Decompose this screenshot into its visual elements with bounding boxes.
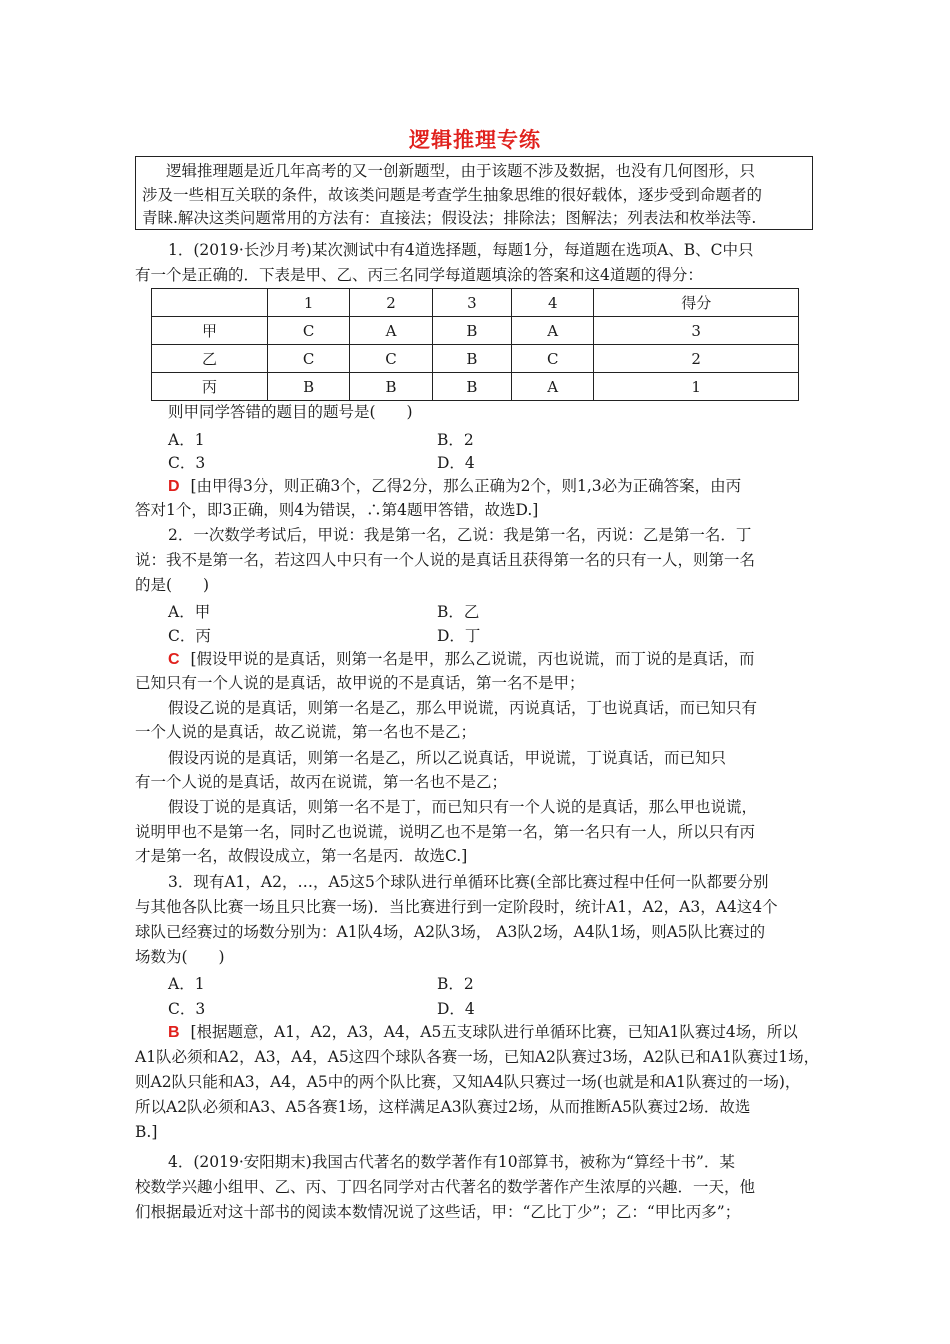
table-cell: 2 <box>594 345 799 373</box>
q2-solution-line: 有一个人说的是真话，故丙在说谎，第一名也不是乙； <box>135 773 508 791</box>
table-cell <box>152 289 268 317</box>
q2-answer: C <box>168 651 180 668</box>
q2-solution-line: 才是第一名，故假设成立，第一名是丙．故选C.] <box>135 847 468 865</box>
table-cell: 丙 <box>152 373 268 401</box>
table-header-row <box>152 289 799 317</box>
q3-solution-line: 则A2队只能和A3，A4，A5中的两个队比赛，又知A4队只赛过一场(也就是和A1队赛过的一场)， <box>135 1073 801 1091</box>
q2-solution-line: 假设乙说的是真话，则第一名是乙，那么甲说谎，丙说真话，丁也说真话，而已知只有 <box>168 699 758 717</box>
q3-stem-line: 球队已经赛过的场数分别为：A1队4场，A2队3场， A3队2场，A4队1场，则A5队比赛过的 <box>135 923 766 941</box>
table-row <box>152 373 799 401</box>
table-cell: B <box>432 345 511 373</box>
q2-solution-line: 一个人说的是真话，故乙说谎，第一名也不是乙； <box>135 723 477 741</box>
q2-option-c: C．丙 <box>168 627 211 645</box>
page-title: 逻辑推理专练 <box>409 128 541 152</box>
table-cell: 得分 <box>594 289 799 317</box>
q1-answer: D <box>168 478 180 495</box>
intro-line: 涉及一些相互关联的条件，故该类问题是考查学生抽象思维的很好载体，逐步受到命题者的 <box>142 185 763 204</box>
table-cell: 甲 <box>152 317 268 345</box>
table-cell: A <box>512 317 594 345</box>
table-cell: 4 <box>512 289 594 317</box>
table-cell: B <box>432 317 511 345</box>
table-cell: B <box>432 373 511 401</box>
table-cell: A <box>512 373 594 401</box>
q3-option-d: D．4 <box>437 1000 475 1018</box>
table-cell: B <box>268 373 350 401</box>
q4-stem-line: 校数学兴趣小组甲、乙、丙、丁四名同学对古代著名的数学著作产生浓厚的兴趣．一天，他 <box>135 1178 756 1196</box>
table-cell: 1 <box>594 373 799 401</box>
table-cell: 1 <box>268 289 350 317</box>
table-cell: 3 <box>594 317 799 345</box>
q4-stem-line: 4．(2019·安阳期末)我国古代著名的数学著作有10部算书，被称为“算经十书”．某 <box>168 1153 735 1171</box>
table-cell: A <box>350 317 432 345</box>
q1-option-a: A．1 <box>168 431 205 449</box>
q1-solution-line: [由甲得3分，则正确3个，乙得2分，那么正确为2个，则1,3必为正确答案，由丙 <box>190 477 742 495</box>
q2-stem-line: 2．一次数学考试后，甲说：我是第一名，乙说：我是第一名，丙说：乙是第一名．丁 <box>168 526 752 544</box>
q3-option-a: A．1 <box>168 975 205 993</box>
q1-solution-line: 答对1个，即3正确，则4为错误，∴第4题甲答错，故选D.] <box>135 501 539 519</box>
q1-stem-line: 有一个是正确的．下表是甲、乙、丙三名同学每道题填涂的答案和这4道题的得分： <box>135 266 703 284</box>
q2-solution-line: 说明甲也不是第一名，同时乙也说谎，说明乙也不是第一名，第一名只有一人，所以只有丙 <box>135 823 756 841</box>
q2-solution-line: 假设丁说的是真话，则第一名不是丁，而已知只有一个人说的是真话，那么甲也说谎， <box>168 798 758 816</box>
table-cell: C <box>268 317 350 345</box>
q4-stem-line: 们根据最近对这十部书的阅读本数情况说了这些话，甲：“乙比丁少”；乙：“甲比丙多”； <box>135 1203 741 1221</box>
q2-option-b: B．乙 <box>437 603 480 621</box>
q1-stem-line: 1．(2019·长沙月考)某次测试中有4道选择题，每题1分，每道题在选项A、B、C中只 <box>168 241 754 259</box>
intro-box <box>135 156 813 230</box>
score-table <box>151 288 799 401</box>
intro-line: 逻辑推理题是近几年高考的又一创新题型，由于该题不涉及数据，也没有几何图形，只 <box>166 162 756 180</box>
table-cell: C <box>512 345 594 373</box>
q3-solution-line: A1队必须和A2，A3，A4，A5这四个球队各赛一场，已知A2队赛过3场，A2队已和A1队赛过1场， <box>135 1048 820 1066</box>
q3-option-b: B．2 <box>437 975 474 993</box>
q3-stem-line: 3．现有A1，A2，…，A5这5个球队进行单循环比赛(全部比赛过程中任何一队都要分别 <box>168 873 769 891</box>
q2-solution-line: 假设丙说的是真话，则第一名是乙，所以乙说真话，甲说谎，丁说真话，而已知只 <box>168 749 727 767</box>
table-cell: B <box>350 373 432 401</box>
intro-line: 青睐.解决这类问题常用的方法有：直接法；假设法；排除法；图解法；列表法和枚举法等. <box>142 209 757 227</box>
q3-solution-line: B.] <box>135 1123 158 1141</box>
q3-option-c: C．3 <box>168 1000 206 1018</box>
q3-stem-line: 与其他各队比赛一场且只比赛一场)．当比赛进行到一定阶段时，统计A1，A2，A3，A4这4个 <box>135 898 778 916</box>
q3-stem-line: 场数为( ) <box>135 948 225 966</box>
table-cell: 3 <box>432 289 511 317</box>
table-cell: 2 <box>350 289 432 317</box>
table-cell: 乙 <box>152 345 268 373</box>
q3-solution-line: [根据题意，A1，A2，A3，A4，A5五支球队进行单循环比赛，已知A1队赛过4场，所以 <box>190 1023 798 1041</box>
q2-stem-line: 说：我不是第一名，若这四人中只有一个人说的是真话且获得第一名的只有一人，则第一名 <box>135 551 756 569</box>
q3-answer: B <box>168 1024 180 1041</box>
q3-solution-line: 所以A2队必须和A3、A5各赛1场，这样满足A3队赛过2场，从而推断A5队赛过2场．故选 <box>135 1098 751 1116</box>
table-cell: C <box>268 345 350 373</box>
q1-option-c: C．3 <box>168 454 206 472</box>
q1-option-d: D．4 <box>437 454 475 472</box>
table-row <box>152 345 799 373</box>
q2-stem-line: 的是( ) <box>135 576 210 594</box>
table-cell: C <box>350 345 432 373</box>
q2-option-d: D．丁 <box>437 627 481 645</box>
q2-option-a: A．甲 <box>168 603 211 621</box>
q1-option-b: B．2 <box>437 431 474 449</box>
q2-solution-line: [假设甲说的是真话，则第一名是甲，那么乙说谎，丙也说谎，而丁说的是真话，而 <box>190 650 755 668</box>
table-row <box>152 317 799 345</box>
q1-ask: 则甲同学答错的题目的题号是( ) <box>168 403 413 421</box>
q2-solution-line: 已知只有一个人说的是真话，故甲说的不是真话，第一名不是甲； <box>135 674 585 692</box>
